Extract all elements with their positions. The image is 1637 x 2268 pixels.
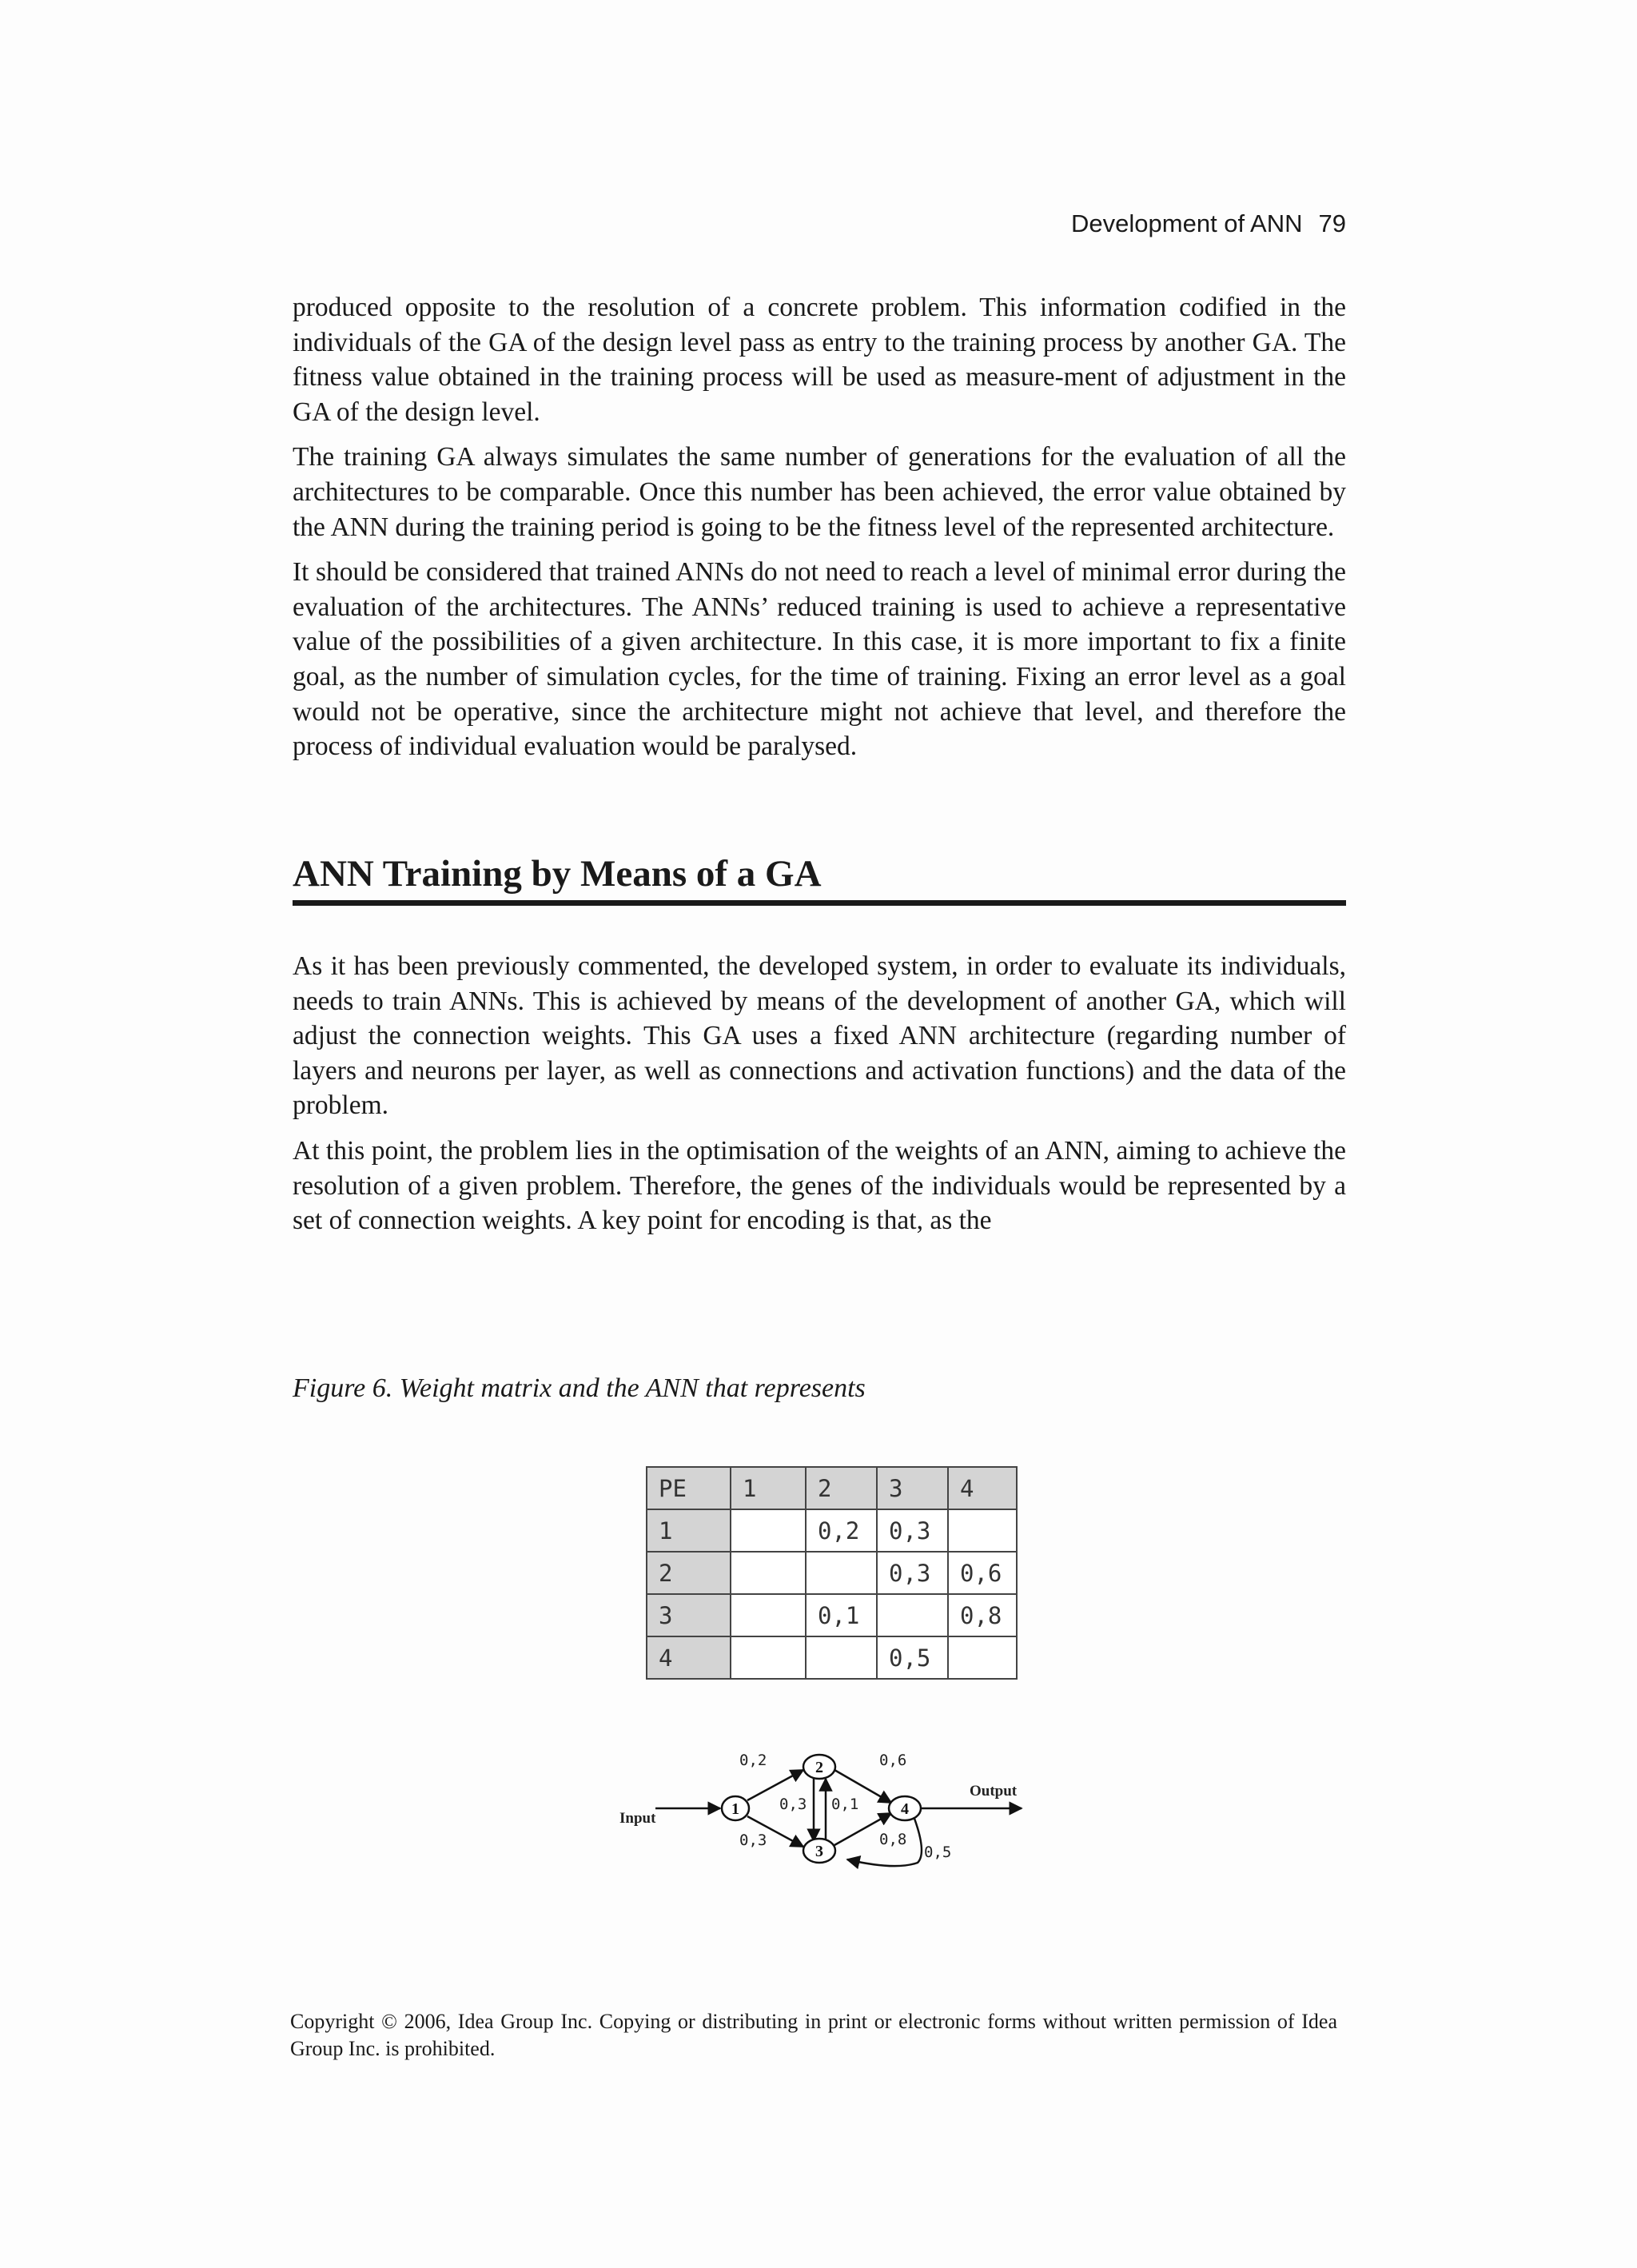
page-number: 79 xyxy=(1318,209,1346,237)
body-text-top xyxy=(293,290,1346,775)
table-cell: 0,5 xyxy=(877,1636,948,1679)
row-label-cell: 3 xyxy=(647,1594,731,1636)
output-label: Output xyxy=(970,1783,1018,1800)
table-cell xyxy=(731,1509,806,1552)
table-cell xyxy=(948,1636,1017,1679)
input-label: Input xyxy=(619,1810,656,1827)
header-cell: 1 xyxy=(731,1467,806,1509)
table-cell: 0,6 xyxy=(948,1552,1017,1594)
table-cell xyxy=(731,1552,806,1594)
node-2-label: 2 xyxy=(815,1759,823,1776)
running-header xyxy=(1071,209,1346,238)
table-cell xyxy=(806,1636,877,1679)
row-label-cell: 1 xyxy=(647,1509,731,1552)
row-label-cell: 4 xyxy=(647,1636,731,1679)
table-cell: 0,3 xyxy=(877,1552,948,1594)
table-cell xyxy=(806,1552,877,1594)
header-cell: 2 xyxy=(806,1467,877,1509)
paragraph: At this point, the problem lies in the optimisation of the weights of an ANN, aiming to achieve the resolution of a given problem. Therefore, the genes of the individuals would be represented by a set of connection weights. A key point for encoding is that, as the xyxy=(293,1135,1346,1236)
table-cell: 0,8 xyxy=(948,1594,1017,1636)
copyright-notice: Copyright © 2006, Idea Group Inc. Copying or distributing in print or electronic forms without written permission of Idea Group Inc. is prohibited. xyxy=(290,2010,1337,2060)
edge-label-1-3: 0,3 xyxy=(739,1832,767,1849)
edge-label-1-2: 0,2 xyxy=(739,1752,767,1769)
table-row xyxy=(647,1509,1017,1552)
paragraph: produced opposite to the resolution of a concrete problem. This information codified in the individuals of the GA of the design level pass as entry to the training process by another GA. The fitness value obtained in the training process will be used as measure-ment of adjustment in the GA of the design level. xyxy=(293,293,1346,427)
table-cell: 0,3 xyxy=(877,1509,948,1552)
section-heading: ANN Training by Means of a GA xyxy=(293,852,1346,906)
header-cell: 4 xyxy=(948,1467,1017,1509)
edge-label-4-3: 0,5 xyxy=(924,1843,952,1861)
ann-diagram xyxy=(607,1743,1039,1871)
header-cell: PE xyxy=(647,1467,731,1509)
edge-label-3-2: 0,1 xyxy=(831,1796,859,1813)
paragraph: As it has been previously commented, the developed system, in order to evaluate its individuals, needs to train ANNs. This is achieved by means of the development of another GA, which will adjust the connection weights. This GA uses a fixed ANN architecture (regarding number of layers and neurons per layer, as well as connections and activation functions) and the data of the problem. xyxy=(293,951,1346,1121)
row-label-cell: 2 xyxy=(647,1552,731,1594)
header-cell: 3 xyxy=(877,1467,948,1509)
table-cell xyxy=(731,1594,806,1636)
table-cell xyxy=(731,1636,806,1679)
table-cell xyxy=(948,1509,1017,1552)
node-3-label: 3 xyxy=(815,1843,823,1860)
table-header-row xyxy=(647,1467,1017,1509)
figure-caption: Figure 6. Weight matrix and the ANN that represents xyxy=(293,1373,866,1403)
edge-label-2-4: 0,6 xyxy=(879,1752,907,1769)
table-row xyxy=(647,1552,1017,1594)
node-4-label: 4 xyxy=(901,1800,909,1818)
node-1-label: 1 xyxy=(731,1800,739,1818)
table-cell: 0,1 xyxy=(806,1594,877,1636)
body-text-bottom xyxy=(293,949,1346,1249)
paragraph: It should be considered that trained ANNs do not need to reach a level of minimal error during the evaluation of the architectures. The ANNs’ reduced training is used to achieve a representative value of the possibilities of a given architecture. In this case, it is more important to fix a finite goal, as the number of simulation cycles, for the time of training. Fixing an error level as a goal would not be operative, since the architecture might not achieve that level, and therefore the process of individual evaluation would be paralysed. xyxy=(293,557,1346,762)
edge-label-2-3: 0,3 xyxy=(779,1796,807,1813)
edge-label-3-4: 0,8 xyxy=(879,1831,907,1848)
table-row xyxy=(647,1594,1017,1636)
paragraph: The training GA always simulates the same number of generations for the evaluation of all the architectures to be comparable. Once this number has been achieved, the error value obtained by the ANN during the training period is going to be the fitness level of the represented architecture. xyxy=(293,442,1346,542)
table-cell xyxy=(877,1594,948,1636)
running-title: Development of ANN xyxy=(1071,209,1303,237)
weight-matrix-table xyxy=(646,1466,1018,1680)
table-row xyxy=(647,1636,1017,1679)
table-cell: 0,2 xyxy=(806,1509,877,1552)
